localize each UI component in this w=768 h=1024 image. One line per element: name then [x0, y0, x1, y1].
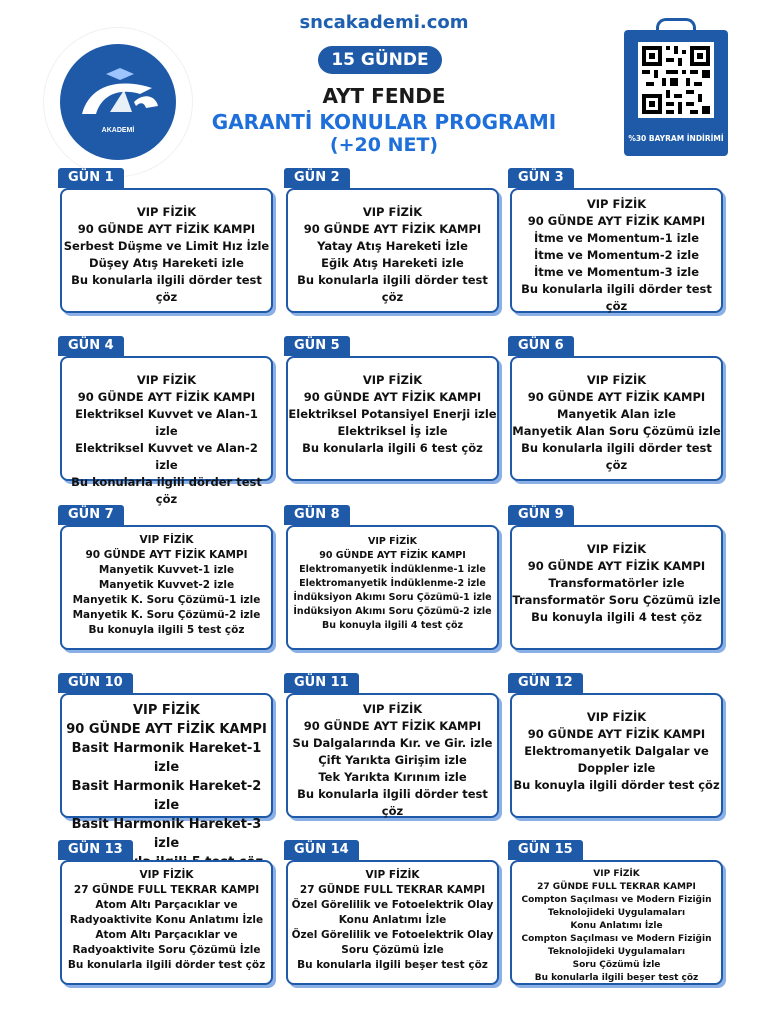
topic-line: Teknolojideki Uygulamaları — [547, 947, 686, 957]
test-instruction: Bu konuyla ilgili 5 test çöz — [88, 624, 245, 636]
topic-line: İtme ve Momentum-1 izle — [534, 231, 699, 245]
topic-line: Teknolojideki Uygulamaları — [547, 908, 686, 918]
title-line-3: (+20 NET) — [329, 134, 439, 156]
day-content-box — [510, 525, 723, 650]
day-label: GÜN 1 — [58, 168, 124, 188]
day-label: GÜN 8 — [284, 505, 350, 525]
camp-name: 90 GÜNDE AYT FİZİK KAMPI — [303, 390, 482, 404]
discount-caption: %30 BAYRAM İNDİRİMİ — [628, 134, 724, 143]
topic-line: Radyoaktivite Soru Çözümü İzle — [72, 944, 261, 956]
topic-line: Transformatörler izle — [548, 576, 685, 590]
camp-name: 90 GÜNDE AYT FİZİK KAMPI — [527, 559, 706, 573]
camp-name: 90 GÜNDE AYT FİZİK KAMPI — [85, 549, 248, 561]
course-name: VIP FİZİK — [586, 710, 647, 724]
test-instruction: Bu konularla ilgili dörder test çöz — [71, 475, 262, 506]
topic-line: Konu Anlatımı İzle — [570, 921, 663, 931]
camp-name: 27 GÜNDE FULL TEKRAR KAMPI — [299, 884, 486, 896]
topic-line: Elektriksel Kuvvet ve Alan-1 izle — [75, 407, 258, 438]
course-name: VIP FİZİK — [368, 536, 417, 547]
day-lines — [288, 204, 497, 306]
test-instruction: Bu konuyla ilgili dörder test çöz — [513, 778, 720, 792]
topic-line: Özel Görelilik ve Fotoelektrik Olay — [291, 929, 494, 941]
day-card — [508, 505, 728, 655]
day-label: GÜN 4 — [58, 336, 124, 356]
day-card — [58, 336, 278, 506]
day-lines — [62, 533, 271, 638]
topic-line: Atom Altı Parçacıklar ve — [95, 929, 238, 941]
topic-line: Transformatör Soru Çözümü izle — [512, 593, 721, 607]
topic-line: Radyoaktivite Konu Anlatımı İzle — [69, 914, 264, 926]
course-name: VIP FİZİK — [362, 373, 423, 387]
test-instruction: Bu konularla ilgili dörder test çöz — [521, 282, 712, 313]
day-card — [284, 168, 504, 318]
day-content-box — [510, 693, 723, 818]
topic-line: Su Dalgalarında Kır. ve Gir. izle — [292, 736, 493, 750]
topic-line: Doppler izle — [577, 761, 656, 775]
day-card — [284, 505, 504, 655]
topic-line: Tek Yarıkta Kırınım izle — [318, 770, 467, 784]
camp-name: 90 GÜNDE AYT FİZİK KAMPI — [66, 722, 267, 737]
camp-name: 90 GÜNDE AYT FİZİK KAMPI — [77, 222, 256, 236]
logo-text: AKADEMİ — [101, 127, 135, 134]
day-content-box — [286, 356, 499, 481]
topic-line: Çift Yarıkta Girişim izle — [318, 753, 467, 767]
test-instruction: Bu konuyla ilgili 4 test çöz — [531, 610, 702, 624]
topic-line: İtme ve Momentum-2 izle — [534, 248, 699, 262]
topic-line: Compton Saçılması ve Modern Fiziğin — [521, 934, 712, 944]
topic-line: İndüksiyon Akımı Soru Çözümü-1 izle — [293, 592, 492, 603]
day-content-box — [510, 860, 723, 985]
day-label: GÜN 9 — [508, 505, 574, 525]
topic-line: Özel Görelilik ve Fotoelektrik Olay — [291, 899, 494, 911]
title-line-2: GARANTİ KONULAR PROGRAMI — [211, 110, 557, 134]
day-content-box — [60, 525, 273, 650]
camp-name: 90 GÜNDE AYT FİZİK KAMPI — [77, 390, 256, 404]
day-lines — [62, 868, 271, 973]
test-instruction: Bu konularla ilgili dörder test çöz — [71, 273, 262, 304]
topic-line: Elektromanyetik Dalgalar ve — [524, 744, 709, 758]
camp-name: 90 GÜNDE AYT FİZİK KAMPI — [303, 719, 482, 733]
topic-line: Elektromanyetik İndüklenme-1 izle — [299, 564, 486, 575]
topic-line: Soru Çözümü İzle — [572, 960, 661, 970]
day-content-box — [60, 860, 273, 985]
course-name: VIP FİZİK — [139, 534, 194, 546]
topic-line: Elektriksel Kuvvet ve Alan-2 izle — [75, 441, 258, 472]
test-instruction: Bu konularla ilgili dörder test çöz — [297, 273, 488, 304]
day-content-box — [510, 356, 723, 481]
test-instruction: Bu konularla ilgili beşer test çöz — [534, 973, 699, 983]
course-name: VIP FİZİK — [136, 205, 197, 219]
camp-name: 90 GÜNDE AYT FİZİK KAMPI — [303, 222, 482, 236]
course-name: VIP FİZİK — [365, 869, 420, 881]
topic-line: Atom Altı Parçacıklar ve — [95, 899, 238, 911]
course-name: VIP FİZİK — [593, 869, 640, 879]
course-name: VIP FİZİK — [136, 373, 197, 387]
course-name: VIP FİZİK — [362, 205, 423, 219]
day-lines — [62, 372, 271, 508]
day-label: GÜN 13 — [58, 840, 133, 860]
day-content-box — [286, 188, 499, 313]
topic-line: Manyetik Kuvvet-2 izle — [98, 579, 235, 591]
topic-line: Elektromanyetik İndüklenme-2 izle — [299, 578, 486, 589]
test-instruction: Bu konularla ilgili beşer test çöz — [297, 959, 488, 971]
day-lines — [512, 868, 721, 985]
day-card — [58, 168, 278, 318]
day-label: GÜN 2 — [284, 168, 350, 188]
camp-name: 90 GÜNDE AYT FİZİK KAMPI — [527, 214, 706, 228]
day-label: GÜN 7 — [58, 505, 124, 525]
day-label: GÜN 14 — [284, 840, 359, 860]
day-label: GÜN 3 — [508, 168, 574, 188]
day-lines — [288, 535, 497, 633]
camp-name: 90 GÜNDE AYT FİZİK KAMPI — [527, 727, 706, 741]
day-lines — [512, 372, 721, 474]
day-content-box — [286, 860, 499, 985]
topic-line: Eğik Atış Hareketi izle — [321, 256, 464, 270]
day-lines — [288, 701, 497, 820]
topic-line: Manyetik Alan izle — [557, 407, 676, 421]
topic-line: Basit Harmonik Hareket-1 izle — [71, 741, 262, 775]
day-card — [508, 840, 728, 990]
day-label: GÜN 10 — [58, 673, 133, 693]
topic-line: Manyetik K. Soru Çözümü-2 izle — [72, 609, 261, 621]
day-card — [508, 336, 728, 486]
title-line-1: AYT FENDE — [322, 84, 446, 108]
camp-name: 90 GÜNDE AYT FİZİK KAMPI — [319, 550, 466, 561]
site-url[interactable]: sncakademi.com — [299, 12, 469, 33]
day-card — [58, 505, 278, 655]
topic-line: Soru Çözümü İzle — [341, 944, 444, 956]
test-instruction: Bu konularla ilgili dörder test çöz — [521, 441, 712, 472]
topic-line: Elektriksel İş izle — [337, 424, 448, 438]
test-instruction: Bu konularla ilgili dörder test çöz — [297, 787, 488, 818]
course-name: VIP FİZİK — [362, 702, 423, 716]
topic-line: Manyetik Kuvvet-1 izle — [98, 564, 235, 576]
course-name: VIP FİZİK — [586, 542, 647, 556]
topic-line: Basit Harmonik Hareket-2 izle — [71, 779, 262, 813]
day-lines — [62, 204, 271, 306]
day-label: GÜN 6 — [508, 336, 574, 356]
day-lines — [512, 709, 721, 794]
camp-name: 90 GÜNDE AYT FİZİK KAMPI — [527, 390, 706, 404]
topic-line: İndüksiyon Akımı Soru Çözümü-2 izle — [293, 606, 492, 617]
topic-line: Düşey Atış Hareketi izle — [89, 256, 244, 270]
day-label: GÜN 11 — [284, 673, 359, 693]
qr-bag[interactable] — [624, 18, 728, 156]
day-label: GÜN 5 — [284, 336, 350, 356]
test-instruction: Bu konularla ilgili 6 test çöz — [302, 441, 483, 455]
day-content-box — [286, 525, 499, 650]
day-lines — [288, 868, 497, 973]
camp-name: 27 GÜNDE FULL TEKRAR KAMPI — [537, 882, 696, 892]
day-card — [284, 673, 504, 823]
topic-line: Serbest Düşme ve Limit Hız İzle — [63, 239, 270, 253]
topic-line: Yatay Atış Hareketi İzle — [317, 239, 468, 253]
topic-line: Konu Anlatımı İzle — [338, 914, 447, 926]
topic-line: İtme ve Momentum-3 izle — [534, 265, 699, 279]
logo — [44, 28, 192, 176]
day-content-box — [510, 188, 723, 313]
test-instruction: Bu konularla ilgili dörder test çöz — [67, 959, 266, 971]
day-lines — [512, 196, 721, 315]
day-label: GÜN 15 — [508, 840, 583, 860]
topic-line: Compton Saçılması ve Modern Fiziğin — [521, 895, 712, 905]
day-content-box — [60, 356, 273, 506]
day-lines — [288, 372, 497, 457]
day-card — [284, 336, 504, 486]
day-label: GÜN 12 — [508, 673, 583, 693]
test-instruction: Bu konuyla ilgili 4 test çöz — [321, 620, 464, 631]
day-content-box — [286, 693, 499, 818]
day-card — [284, 840, 504, 990]
day-content-box — [60, 188, 273, 313]
day-card — [58, 840, 278, 990]
duration-badge: 15 GÜNDE — [318, 46, 442, 74]
day-card — [508, 673, 728, 823]
topic-line: Manyetik K. Soru Çözümü-1 izle — [72, 594, 261, 606]
course-name: VIP FİZİK — [139, 869, 194, 881]
camp-name: 27 GÜNDE FULL TEKRAR KAMPI — [73, 884, 260, 896]
course-name: VIP FİZİK — [132, 703, 200, 718]
topic-line: Elektriksel Potansiyel Enerji izle — [288, 407, 497, 421]
day-card — [508, 168, 728, 318]
day-lines — [512, 541, 721, 626]
topic-line: Manyetik Alan Soru Çözümü izle — [512, 424, 721, 438]
topic-line: Basit Harmonik Hareket-3 izle — [71, 817, 262, 851]
qr-code-icon[interactable] — [638, 42, 714, 118]
course-name: VIP FİZİK — [586, 373, 647, 387]
course-name: VIP FİZİK — [586, 197, 647, 211]
logo-mark-icon — [60, 44, 176, 160]
